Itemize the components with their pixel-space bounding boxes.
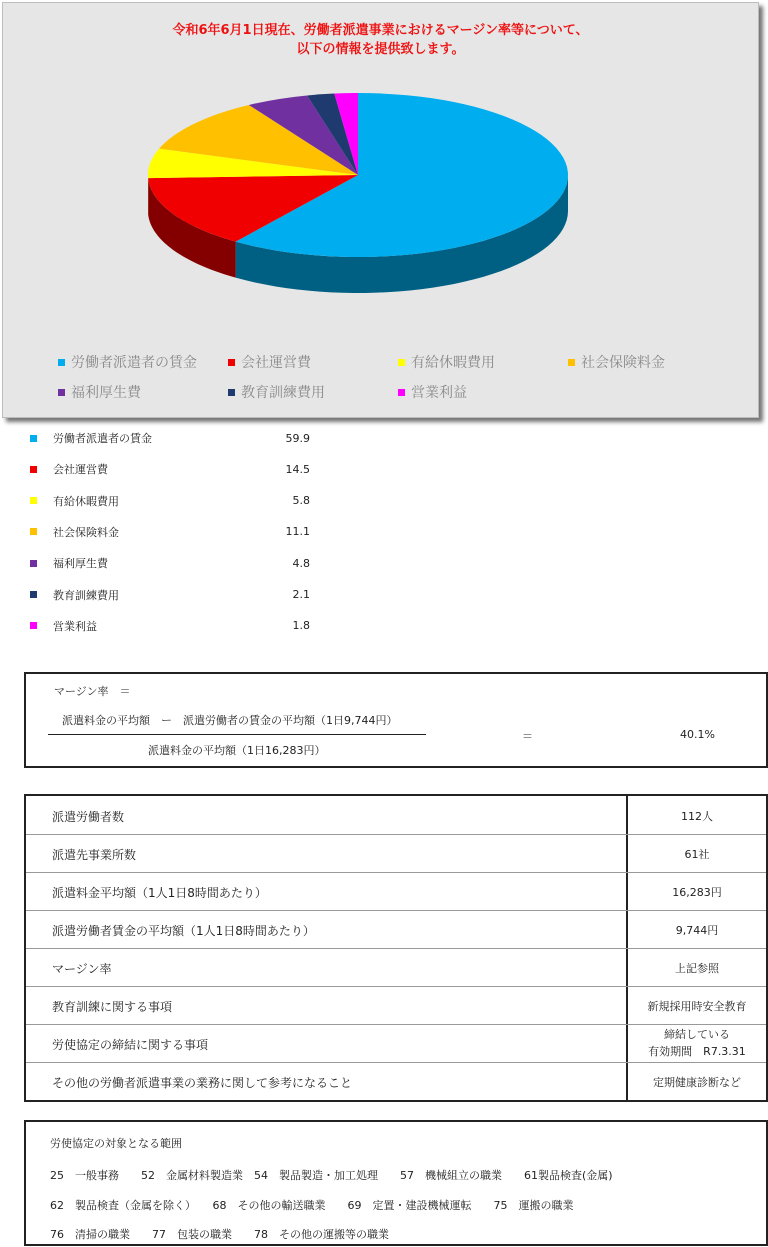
- legend-label: 教育訓練費用: [241, 385, 325, 401]
- table-row-value: 112人: [681, 810, 713, 823]
- legend-swatch: [568, 359, 575, 366]
- table-row-label: 派遣先事業所数: [52, 848, 137, 862]
- list-item: [30, 553, 310, 573]
- list-swatch: [30, 435, 37, 442]
- info-table: [24, 794, 768, 1102]
- list-label: 会社運営費: [53, 463, 108, 477]
- legend-swatch: [398, 359, 405, 366]
- list-swatch: [30, 560, 37, 567]
- table-row-value: 16,283円: [672, 886, 722, 899]
- list-item: [30, 428, 310, 448]
- list-label: 営業利益: [53, 619, 97, 633]
- legend-item: [228, 382, 325, 402]
- list-item: [30, 459, 310, 479]
- list-value: 4.8: [292, 556, 310, 570]
- table-row-divider: [26, 872, 766, 873]
- list-swatch: [30, 466, 37, 473]
- pie-chart: [3, 3, 758, 343]
- scope-line: 76 清掃の職業 77 包装の職業 78 その他の運搬等の職業: [50, 1228, 389, 1241]
- table-row-divider: [26, 1062, 766, 1063]
- formula-numerator: 派遣料金の平均額 ー 派遣労働者の賃金の平均額（1日9,744円）: [62, 714, 398, 727]
- list-item: [30, 585, 310, 605]
- list-label: 福利厚生費: [53, 557, 108, 571]
- scope-line: 25 一般事務 52 金属材料製造業 54 製品製造・加工処理 57 機械組立の職業 61製品検査(金属): [50, 1169, 613, 1182]
- list-label: 労働者派遣者の賃金: [53, 432, 152, 445]
- legend-item: [398, 382, 467, 402]
- legend-swatch: [58, 389, 65, 396]
- list-swatch: [30, 497, 37, 504]
- table-row-value: 9,744円: [675, 924, 719, 937]
- table-row-value-sub: 有効期間 R7.3.31: [648, 1045, 746, 1058]
- legend-label: 有給休暇費用: [411, 355, 495, 371]
- table-row-value: 61社: [684, 848, 710, 861]
- list-value: 1.8: [292, 619, 310, 633]
- table-row-divider: [26, 948, 766, 949]
- legend-item: [568, 352, 665, 372]
- legend-swatch: [58, 359, 65, 366]
- chart-panel: [2, 2, 759, 418]
- list-swatch: [30, 528, 37, 535]
- formula-equals: ＝: [522, 730, 533, 743]
- table-row-divider: [26, 910, 766, 911]
- legend-label: 営業利益: [411, 385, 467, 401]
- list-value: 59.9: [285, 431, 310, 445]
- list-label: 有給休暇費用: [53, 494, 119, 508]
- table-row-divider: [26, 1024, 766, 1025]
- table-row-value: 締結している: [664, 1028, 730, 1041]
- scope-title: 労使協定の対象となる範囲: [50, 1137, 182, 1150]
- legend-item: [58, 382, 141, 402]
- list-value: 2.1: [292, 588, 310, 601]
- legend-swatch: [228, 389, 235, 396]
- table-row-label: マージン率: [52, 962, 112, 976]
- formula-result: 40.1%: [680, 728, 715, 741]
- table-row-label: 派遣労働者数: [52, 810, 125, 824]
- table-row-value: 新規採用時安全教育: [647, 1000, 747, 1013]
- margin-formula-box: [24, 672, 768, 768]
- legend-swatch: [228, 359, 235, 366]
- table-row-label: 派遣労働者賃金の平均額（1人1日8時間あたり）: [52, 924, 315, 938]
- legend-swatch: [398, 389, 405, 396]
- scope-line: 62 製品検査（金属を除く） 68 その他の輸送職業 69 定置・建設機械運転 75 運搬の職業: [50, 1199, 574, 1212]
- fraction-bar: [48, 734, 426, 735]
- table-row-divider: [26, 986, 766, 987]
- legend-item: [58, 352, 197, 372]
- list-value: 11.1: [285, 525, 310, 539]
- legend-label: 社会保険料金: [581, 355, 665, 371]
- scope-box: [24, 1120, 768, 1246]
- legend-label: 会社運営費: [241, 355, 311, 371]
- list-value: 14.5: [285, 462, 310, 476]
- list-value: 5.8: [292, 494, 310, 508]
- table-row-value: 定期健康診断など: [653, 1076, 741, 1089]
- chart-title-line-2: 以下の情報を提供致します。: [296, 42, 465, 57]
- table-row-value: 上記参照: [675, 962, 719, 975]
- table-row-divider: [26, 834, 766, 835]
- list-label: 教育訓練費用: [53, 588, 119, 602]
- legend-label: 福利厚生費: [71, 385, 141, 401]
- formula-denominator: 派遣料金の平均額（1日16,283円）: [148, 744, 326, 757]
- table-row-value-cell: [628, 1026, 766, 1060]
- list-item: [30, 522, 310, 542]
- legend-item: [398, 352, 495, 372]
- legend-item: [228, 352, 311, 372]
- list-label: 社会保険料金: [53, 525, 119, 539]
- list-swatch: [30, 591, 37, 598]
- list-item: [30, 491, 310, 511]
- list-item: [30, 616, 310, 636]
- table-row-label: 派遣料金平均額（1人1日8時間あたり）: [52, 886, 267, 900]
- legend-label: 労働者派遣者の賃金: [71, 355, 197, 371]
- formula-label: マージン率 ＝: [54, 685, 131, 698]
- table-row-label: その他の労働者派遣事業の業務に関して参考になること: [52, 1076, 353, 1090]
- table-row-label: 教育訓練に関する事項: [52, 1000, 173, 1014]
- chart-title-line-1: 令和6年6月1日現在、労働者派遣事業におけるマージン率等について、: [172, 23, 589, 38]
- list-swatch: [30, 622, 37, 629]
- table-row-label: 労使協定の締結に関する事項: [52, 1038, 209, 1052]
